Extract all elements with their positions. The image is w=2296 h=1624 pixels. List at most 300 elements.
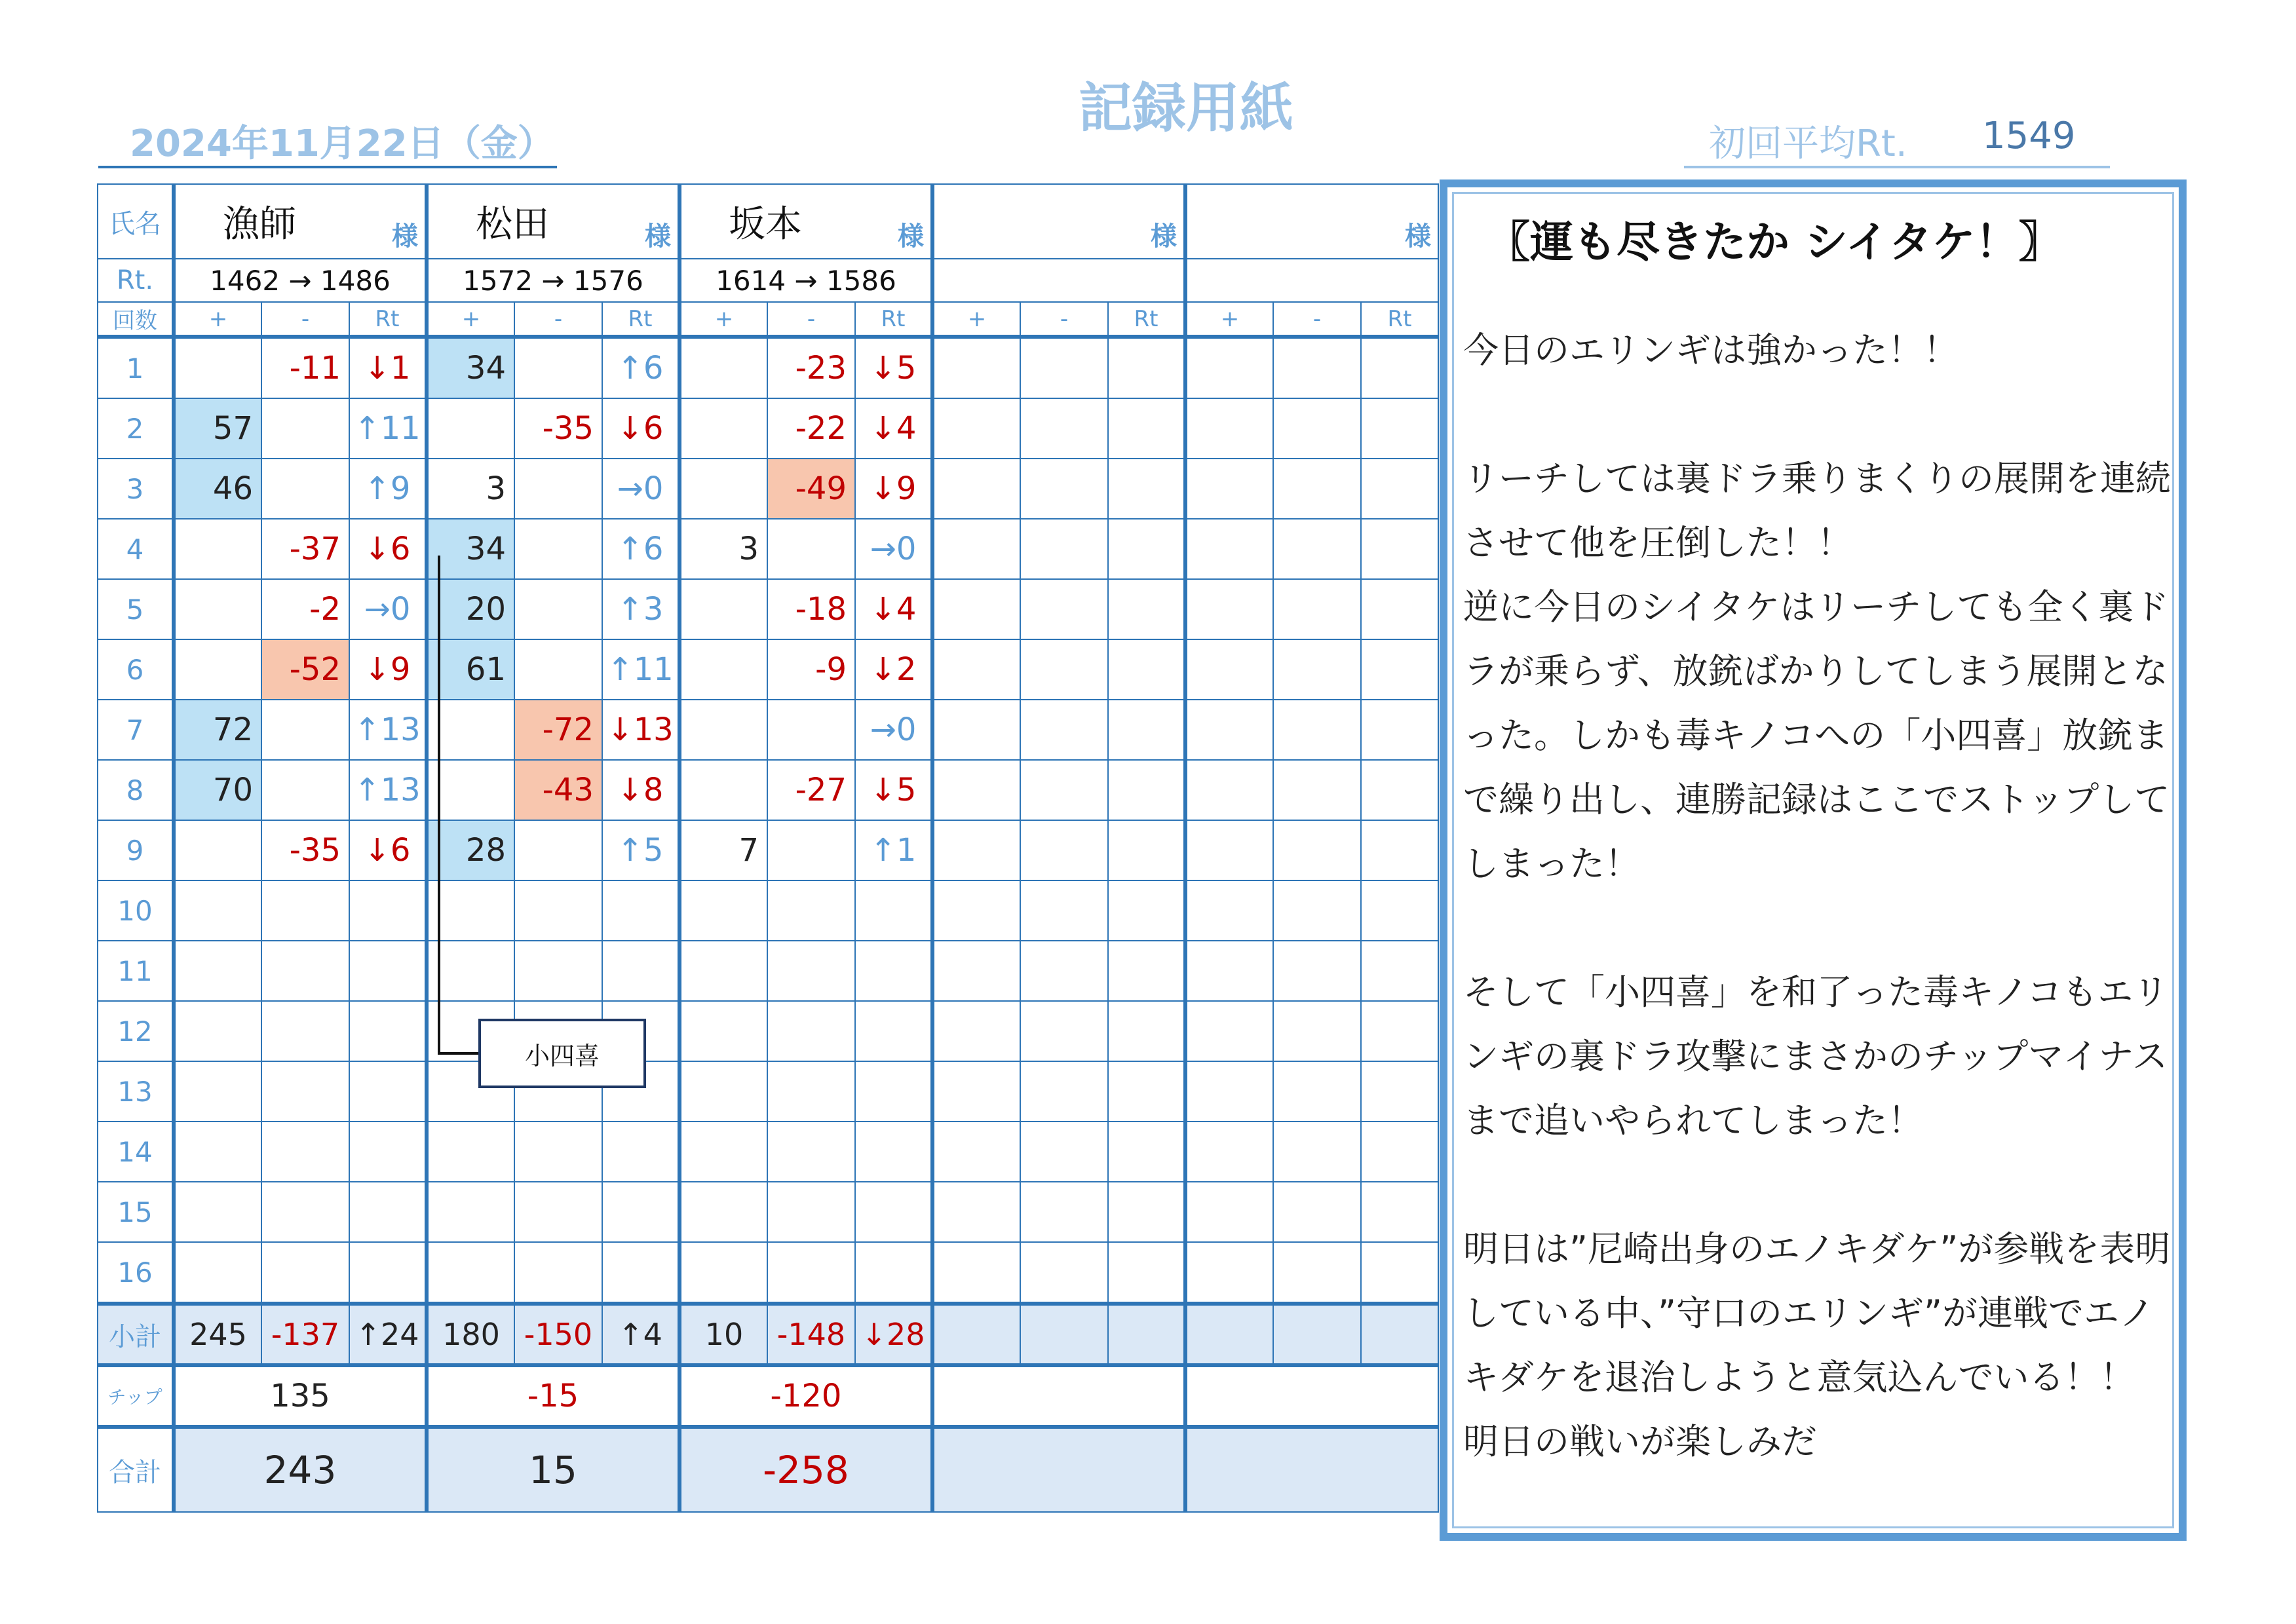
rt-change-cell: [349, 1122, 427, 1182]
rt-change-cell: [1108, 337, 1185, 398]
minus-score-cell: -9: [767, 639, 855, 700]
plus-score-cell: 34: [427, 337, 514, 398]
commentary-body: [1463, 318, 2171, 1474]
sama-label: 様: [1151, 221, 1177, 252]
commentary-title: 〖運も尽きたか シイタケ！〗: [1487, 217, 2062, 267]
minus-score-cell: [261, 1122, 349, 1182]
round-number: 7: [98, 700, 174, 760]
rt-change-cell: [1361, 337, 1438, 398]
minus-score-cell: [261, 760, 349, 820]
plus-score-cell: [1185, 519, 1273, 579]
minus-score-cell: [767, 1061, 855, 1122]
minus-score-cell: [514, 941, 602, 1001]
rt-change-cell: [855, 1182, 932, 1242]
plus-score-cell: [932, 1001, 1020, 1061]
minus-score-cell: [514, 820, 602, 880]
plus-score-cell: [1185, 1182, 1273, 1242]
minus-score-cell: -35: [514, 398, 602, 459]
minus-score-cell: [1273, 639, 1361, 700]
round-number: 5: [98, 579, 174, 639]
minus-score-cell: [1273, 760, 1361, 820]
subtotal-label: 小計: [98, 1304, 174, 1365]
rt-change-cell: [1108, 1122, 1185, 1182]
minus-score-cell: [1020, 459, 1108, 519]
minus-score-cell: [767, 880, 855, 941]
plus-score-cell: [174, 1001, 261, 1061]
plus-score-cell: [932, 337, 1020, 398]
rt-change-cell: [1361, 700, 1438, 760]
initial-rt-label: 初回平均Rt.: [1709, 123, 1907, 165]
minus-score-cell: [514, 519, 602, 579]
rt-change-cell: ↓6: [602, 398, 679, 459]
plus-score-cell: [427, 1122, 514, 1182]
minus-score-cell: [514, 639, 602, 700]
round-number: 12: [98, 1001, 174, 1061]
minus-score-cell: [514, 1242, 602, 1304]
plus-score-cell: 34: [427, 519, 514, 579]
minus-score-cell: [261, 1242, 349, 1304]
plus-score-cell: [679, 337, 767, 398]
rt-change-cell: ↑11: [349, 398, 427, 459]
rt-change-cell: [602, 941, 679, 1001]
minus-score-cell: [514, 337, 602, 398]
rt-change-cell: [1108, 760, 1185, 820]
minus-score-cell: [1273, 941, 1361, 1001]
player-name-cell: [174, 184, 427, 259]
player-rating-change: [932, 259, 1185, 302]
plus-score-cell: [1185, 1242, 1273, 1304]
minus-score-cell: [1020, 760, 1108, 820]
rounds-header-label: 回数: [98, 302, 174, 337]
rt-change-cell: [602, 1242, 679, 1304]
plus-score-cell: 20: [427, 579, 514, 639]
minus-score-cell: [514, 1182, 602, 1242]
plus-score-cell: 7: [679, 820, 767, 880]
plus-score-cell: [1185, 760, 1273, 820]
rt-change-cell: [1108, 1242, 1185, 1304]
minus-score-cell: [767, 1001, 855, 1061]
plus-score-cell: [427, 1242, 514, 1304]
rt-change-cell: ↑9: [349, 459, 427, 519]
rt-change-cell: [602, 880, 679, 941]
rt-change-cell: [602, 1182, 679, 1242]
paragraph-gap: [1463, 383, 2171, 447]
rt-change-cell: [1361, 941, 1438, 1001]
rt-change-cell: ↑13: [349, 760, 427, 820]
annotation-callout: 小四喜: [478, 1019, 646, 1088]
plus-score-cell: [932, 880, 1020, 941]
rt-change-cell: ↓2: [855, 639, 932, 700]
total-value: 15: [427, 1427, 679, 1512]
minus-score-cell: -23: [767, 337, 855, 398]
minus-score-cell: [261, 941, 349, 1001]
plus-score-cell: 46: [174, 459, 261, 519]
rt-change-cell: [855, 1122, 932, 1182]
rt-change-cell: [349, 1061, 427, 1122]
plus-score-cell: 72: [174, 700, 261, 760]
minus-score-cell: [1020, 1061, 1108, 1122]
plus-score-cell: 70: [174, 760, 261, 820]
minus-score-cell: [261, 459, 349, 519]
rt-change-cell: [1108, 880, 1185, 941]
minus-score-cell: [1273, 1122, 1361, 1182]
plus-score-cell: [679, 941, 767, 1001]
plus-score-cell: [932, 941, 1020, 1001]
initial-rt-field: [1684, 115, 2110, 168]
subtotal-plus: [1185, 1304, 1273, 1365]
player-name-cell: [679, 184, 932, 259]
total-value: -258: [679, 1427, 932, 1512]
minus-score-cell: -22: [767, 398, 855, 459]
player-name: 漁師: [223, 203, 296, 246]
round-number: 14: [98, 1122, 174, 1182]
rt-change-cell: [1361, 760, 1438, 820]
plus-score-cell: [174, 639, 261, 700]
score-table: [97, 183, 1439, 1513]
minus-score-cell: [1020, 880, 1108, 941]
round-row: [98, 880, 1438, 941]
round-row: [98, 941, 1438, 1001]
rt-col-header: Rt: [855, 302, 932, 337]
minus-score-cell: [1273, 1242, 1361, 1304]
round-row: [98, 1242, 1438, 1304]
plus-col-header: +: [932, 302, 1020, 337]
round-number: 6: [98, 639, 174, 700]
rt-change-cell: [855, 1001, 932, 1061]
round-number: 15: [98, 1182, 174, 1242]
rt-change-cell: ↓4: [855, 579, 932, 639]
minus-col-header: -: [514, 302, 602, 337]
rt-change-cell: ↓1: [349, 337, 427, 398]
minus-col-header: -: [1020, 302, 1108, 337]
subtotal-rt: ↑24: [349, 1304, 427, 1365]
plus-score-cell: [1185, 880, 1273, 941]
plus-score-cell: [679, 398, 767, 459]
round-row: [98, 337, 1438, 398]
plus-score-cell: 57: [174, 398, 261, 459]
plus-score-cell: [1185, 1122, 1273, 1182]
rt-change-cell: [1108, 519, 1185, 579]
minus-score-cell: -11: [261, 337, 349, 398]
plus-score-cell: [174, 579, 261, 639]
rt-change-cell: [1361, 398, 1438, 459]
plus-score-cell: [679, 700, 767, 760]
plus-score-cell: [932, 519, 1020, 579]
rt-change-cell: [1108, 941, 1185, 1001]
annotation-leader-line: [438, 556, 440, 1055]
rt-change-cell: [349, 1182, 427, 1242]
subtotal-rt: ↓28: [855, 1304, 932, 1365]
rt-change-cell: ↑13: [349, 700, 427, 760]
commentary-paragraph: 明日は”尼崎出身のエノキダケ”が参戦を表明している中、”守口のエリンギ”が連戦でエノキダケを退治しようと意気込んでいる！！ 明日の戦いが楽しみだ: [1463, 1228, 2171, 1462]
minus-score-cell: -18: [767, 579, 855, 639]
round-row: [98, 398, 1438, 459]
plus-score-cell: [679, 1061, 767, 1122]
plus-score-cell: [1185, 941, 1273, 1001]
minus-score-cell: [1020, 820, 1108, 880]
plus-score-cell: [932, 700, 1020, 760]
player-rating-change: 1572 → 1576: [427, 259, 679, 302]
round-row: [98, 459, 1438, 519]
minus-score-cell: [1020, 579, 1108, 639]
minus-score-cell: [1273, 519, 1361, 579]
minus-score-cell: [261, 1001, 349, 1061]
rt-change-cell: [349, 880, 427, 941]
round-number: 1: [98, 337, 174, 398]
minus-score-cell: [767, 1182, 855, 1242]
minus-score-cell: -35: [261, 820, 349, 880]
minus-score-cell: [1273, 398, 1361, 459]
paragraph-gap: [1463, 896, 2171, 960]
round-row: [98, 639, 1438, 700]
rt-change-cell: [1108, 579, 1185, 639]
rt-change-cell: ↓6: [349, 519, 427, 579]
subtotal-plus: 245: [174, 1304, 261, 1365]
rt-change-cell: [1361, 1122, 1438, 1182]
round-number: 8: [98, 760, 174, 820]
rt-change-cell: →0: [602, 459, 679, 519]
rt-change-cell: [855, 1061, 932, 1122]
rt-change-cell: [1108, 1001, 1185, 1061]
commentary-panel: [1440, 179, 2187, 1541]
annotation-leader-line-horizontal: [438, 1052, 480, 1055]
round-row: [98, 1182, 1438, 1242]
minus-score-cell: [1020, 639, 1108, 700]
rt-change-cell: [349, 941, 427, 1001]
minus-score-cell: [1020, 941, 1108, 1001]
round-row: [98, 700, 1438, 760]
subtotal-rt: ↑4: [602, 1304, 679, 1365]
rt-change-cell: [1108, 700, 1185, 760]
rt-change-cell: [349, 1242, 427, 1304]
plus-score-cell: [174, 1061, 261, 1122]
round-row: [98, 1122, 1438, 1182]
plus-score-cell: [1185, 639, 1273, 700]
round-number: 11: [98, 941, 174, 1001]
plus-score-cell: [932, 398, 1020, 459]
minus-score-cell: [1020, 337, 1108, 398]
round-number: 9: [98, 820, 174, 880]
round-row: [98, 579, 1438, 639]
minus-score-cell: [1273, 880, 1361, 941]
rt-change-cell: ↑11: [602, 639, 679, 700]
total-value: [1185, 1427, 1438, 1512]
player-rating-change: 1462 → 1486: [174, 259, 427, 302]
plus-score-cell: [174, 941, 261, 1001]
page-title: 記録用紙: [1078, 77, 1293, 140]
minus-col-header: -: [1273, 302, 1361, 337]
player-name: 松田: [476, 203, 549, 246]
rt-change-cell: [1108, 459, 1185, 519]
minus-score-cell: [1273, 337, 1361, 398]
rt-change-cell: [1108, 398, 1185, 459]
plus-score-cell: [932, 760, 1020, 820]
minus-score-cell: [261, 700, 349, 760]
minus-score-cell: [1273, 700, 1361, 760]
plus-score-cell: [427, 398, 514, 459]
minus-score-cell: [1273, 459, 1361, 519]
player-name-cell: [932, 184, 1185, 259]
chip-value: [1185, 1365, 1438, 1427]
plus-score-cell: [1185, 398, 1273, 459]
chip-value: -15: [427, 1365, 679, 1427]
plus-col-header: +: [679, 302, 767, 337]
rt-change-cell: ↓6: [349, 820, 427, 880]
minus-score-cell: [261, 398, 349, 459]
rt-change-cell: [1361, 1061, 1438, 1122]
minus-score-cell: -2: [261, 579, 349, 639]
subtotal-minus: [1273, 1304, 1361, 1365]
rt-change-cell: [1361, 639, 1438, 700]
minus-score-cell: [261, 1061, 349, 1122]
commentary-paragraph: そして「小四喜」を和了った毒キノコもエリンギの裏ドラ攻撃にまさかのチップマイナスまで追いやられてしまった！: [1463, 972, 2169, 1141]
subtotal-plus: 180: [427, 1304, 514, 1365]
subtotal-plus: [932, 1304, 1020, 1365]
rt-change-cell: ↓5: [855, 760, 932, 820]
paragraph-gap: [1463, 1153, 2171, 1217]
minus-score-cell: [1020, 1001, 1108, 1061]
subtotal-minus: -150: [514, 1304, 602, 1365]
minus-score-cell: [1273, 1182, 1361, 1242]
player-rating-change: [1185, 259, 1438, 302]
plus-score-cell: [1185, 1001, 1273, 1061]
subtotal-minus: -148: [767, 1304, 855, 1365]
minus-score-cell: [767, 1242, 855, 1304]
subtotal-rt: [1108, 1304, 1185, 1365]
sama-label: 様: [1405, 221, 1431, 252]
plus-score-cell: [174, 337, 261, 398]
rt-col-header: Rt: [349, 302, 427, 337]
plus-score-cell: [679, 1001, 767, 1061]
minus-score-cell: -43: [514, 760, 602, 820]
plus-score-cell: [932, 820, 1020, 880]
plus-score-cell: [932, 1182, 1020, 1242]
rt-change-cell: ↑3: [602, 579, 679, 639]
plus-score-cell: 28: [427, 820, 514, 880]
rt-change-cell: ↓9: [349, 639, 427, 700]
plus-score-cell: 61: [427, 639, 514, 700]
sama-label: 様: [392, 221, 418, 252]
total-value: [932, 1427, 1185, 1512]
plus-score-cell: [174, 519, 261, 579]
player-name-cell: [1185, 184, 1438, 259]
round-row: [98, 1061, 1438, 1122]
plus-score-cell: [174, 880, 261, 941]
chip-value: 135: [174, 1365, 427, 1427]
plus-score-cell: [932, 1122, 1020, 1182]
rt-change-cell: ↑1: [855, 820, 932, 880]
subtotal-rt: [1361, 1304, 1438, 1365]
commentary-paragraph: リーチしては裏ドラ乗りまくりの展開を連続させて他を圧倒した！！: [1463, 458, 2171, 563]
minus-score-cell: [514, 1122, 602, 1182]
rt-change-cell: [855, 941, 932, 1001]
minus-col-header: -: [261, 302, 349, 337]
plus-score-cell: [932, 639, 1020, 700]
minus-score-cell: -37: [261, 519, 349, 579]
round-row: [98, 519, 1438, 579]
round-row: [98, 1001, 1438, 1061]
plus-col-header: +: [1185, 302, 1273, 337]
rt-change-cell: [602, 1122, 679, 1182]
round-number: 3: [98, 459, 174, 519]
minus-score-cell: [514, 880, 602, 941]
rt-change-cell: [855, 880, 932, 941]
round-number: 2: [98, 398, 174, 459]
plus-score-cell: [932, 459, 1020, 519]
minus-score-cell: [1020, 1242, 1108, 1304]
plus-col-header: +: [174, 302, 261, 337]
initial-rt-value: 1549: [1982, 115, 2076, 157]
rt-change-cell: ↑6: [602, 337, 679, 398]
minus-score-cell: [1020, 1122, 1108, 1182]
plus-score-cell: [679, 639, 767, 700]
plus-score-cell: [1185, 459, 1273, 519]
rt-change-cell: ↓5: [855, 337, 932, 398]
subtotal-minus: -137: [261, 1304, 349, 1365]
rt-change-cell: →0: [349, 579, 427, 639]
sama-label: 様: [898, 221, 924, 252]
subtotal-plus: 10: [679, 1304, 767, 1365]
plus-score-cell: [932, 579, 1020, 639]
rt-change-cell: ↓13: [602, 700, 679, 760]
plus-score-cell: [174, 1182, 261, 1242]
minus-score-cell: [767, 700, 855, 760]
plus-score-cell: 3: [679, 519, 767, 579]
minus-score-cell: [1020, 1182, 1108, 1242]
minus-score-cell: [767, 941, 855, 1001]
player-name: 坂本: [729, 203, 802, 246]
plus-score-cell: [679, 880, 767, 941]
minus-score-cell: [1020, 700, 1108, 760]
minus-score-cell: [261, 880, 349, 941]
round-number: 4: [98, 519, 174, 579]
rt-change-cell: →0: [855, 700, 932, 760]
round-number: 16: [98, 1242, 174, 1304]
minus-score-cell: -27: [767, 760, 855, 820]
rt-col-header: Rt: [602, 302, 679, 337]
plus-score-cell: [932, 1242, 1020, 1304]
rt-change-cell: [1108, 1182, 1185, 1242]
chip-value: -120: [679, 1365, 932, 1427]
minus-score-cell: -49: [767, 459, 855, 519]
minus-score-cell: [767, 820, 855, 880]
minus-score-cell: [1020, 519, 1108, 579]
rt-col-header: Rt: [1108, 302, 1185, 337]
minus-score-cell: [1273, 1061, 1361, 1122]
sama-label: 様: [645, 221, 671, 252]
rt-change-cell: ↑6: [602, 519, 679, 579]
minus-score-cell: [767, 1122, 855, 1182]
plus-score-cell: [174, 1242, 261, 1304]
total-label: 合計: [98, 1427, 174, 1512]
rt-change-cell: ↓9: [855, 459, 932, 519]
rt-change-cell: [1361, 459, 1438, 519]
rt-change-cell: [1108, 1061, 1185, 1122]
plus-score-cell: [679, 579, 767, 639]
minus-score-cell: [1273, 579, 1361, 639]
rt-change-cell: [1361, 820, 1438, 880]
rt-change-cell: [349, 1001, 427, 1061]
total-value: 243: [174, 1427, 427, 1512]
round-number: 13: [98, 1061, 174, 1122]
round-number: 10: [98, 880, 174, 941]
chip-value: [932, 1365, 1185, 1427]
commentary-paragraph: 逆に今日のシイタケはリーチしても全く裏ドラが乗らず、放銃ばかりしてしまう展開となった。しかも毒キノコへの「小四喜」放銃まで繰り出し、連勝記録はここでストップしてしまった！: [1463, 586, 2170, 884]
date-field: 2024年11月22日（金）: [98, 115, 557, 168]
minus-score-cell: [1273, 820, 1361, 880]
rt-change-cell: [1361, 1182, 1438, 1242]
rt-change-cell: [855, 1242, 932, 1304]
